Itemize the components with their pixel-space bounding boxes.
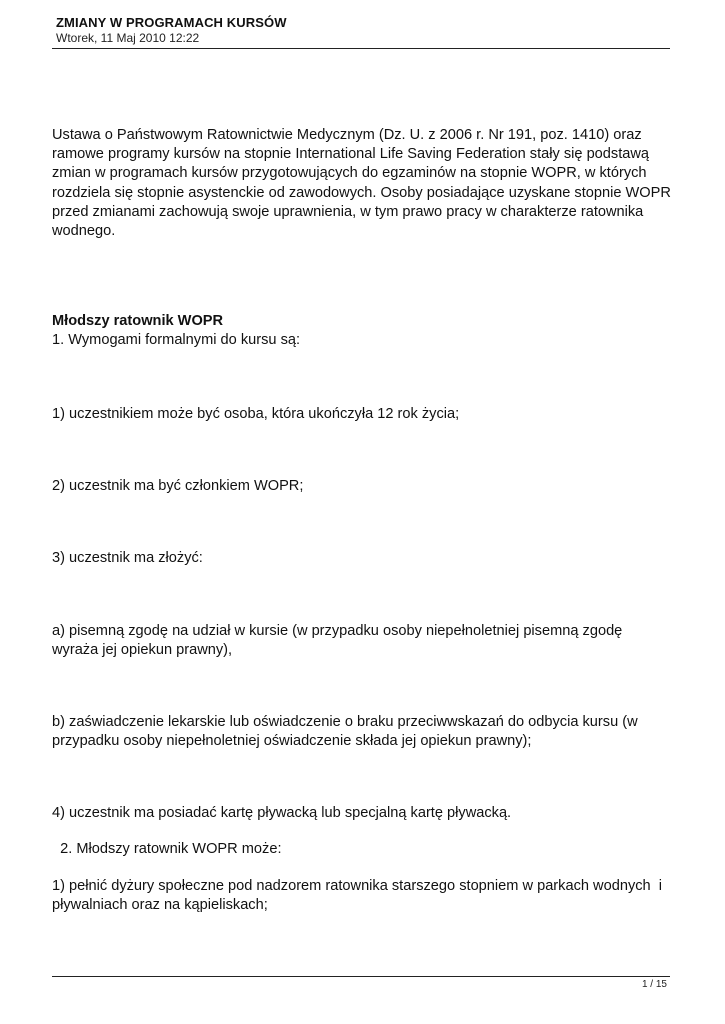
point-2-heading: 2. Młodszy ratownik WOPR może: <box>52 841 282 857</box>
requirement-3: 3) uczestnik ma złożyć: <box>52 550 203 566</box>
requirement-1: 1) uczestnikiem może być osoba, która ukończyła 12 rok życia; <box>52 406 460 422</box>
requirement-3a: a) pisemną zgodę na udział w kursie (w przypadku osoby niepełnoletniej pisemną zgodę wyraża jej opiekun prawny), <box>52 623 623 659</box>
header-divider <box>52 48 670 49</box>
page-number: 1 / 15 <box>641 979 667 990</box>
permission-1: 1) pełnić dyżury społeczne pod nadzorem ratownika starszego stopniem w parkach wodnych i pływalniach oraz na kąpieliskach; <box>52 878 663 914</box>
intro-paragraph: Ustawa o Państwowym Ratownictwie Medycznym (Dz. U. z 2006 r. Nr 191, poz. 1410) oraz ramowe programy kursów na stopnie International Life Saving Federation stały się podstawą zmian w programach kursów przygotowujących do egzaminów na stopnie WOPR, w których rozdziela się stopnie asystenckie od zawodowych. Osoby posiadające uzyskane stopnie WOPR przed zmianami zachowują swoje uprawnienia, w tym prawo pracy w charakterze ratownika wodnego. <box>52 127 671 240</box>
requirement-2: 2) uczestnik ma być członkiem WOPR; <box>52 478 304 494</box>
point-1-heading: 1. Wymogami formalnymi do kursu są: <box>52 332 301 348</box>
section-title: Młodszy ratownik WOPR <box>52 313 224 329</box>
footer-divider <box>52 976 670 977</box>
document-date: Wtorek, 11 Maj 2010 12:22 <box>56 31 200 45</box>
requirement-3b: b) zaświadczenie lekarskie lub oświadczenie o braku przeciwwskazań do odbycia kursu (w przypadku osoby niepełnoletniej oświadczenie składa jej opiekun prawny); <box>52 714 638 750</box>
requirement-4: 4) uczestnik ma posiadać kartę pływacką lub specjalną kartę pływacką. <box>52 805 512 821</box>
document-title: ZMIANY W PROGRAMACH KURSÓW <box>56 15 287 30</box>
